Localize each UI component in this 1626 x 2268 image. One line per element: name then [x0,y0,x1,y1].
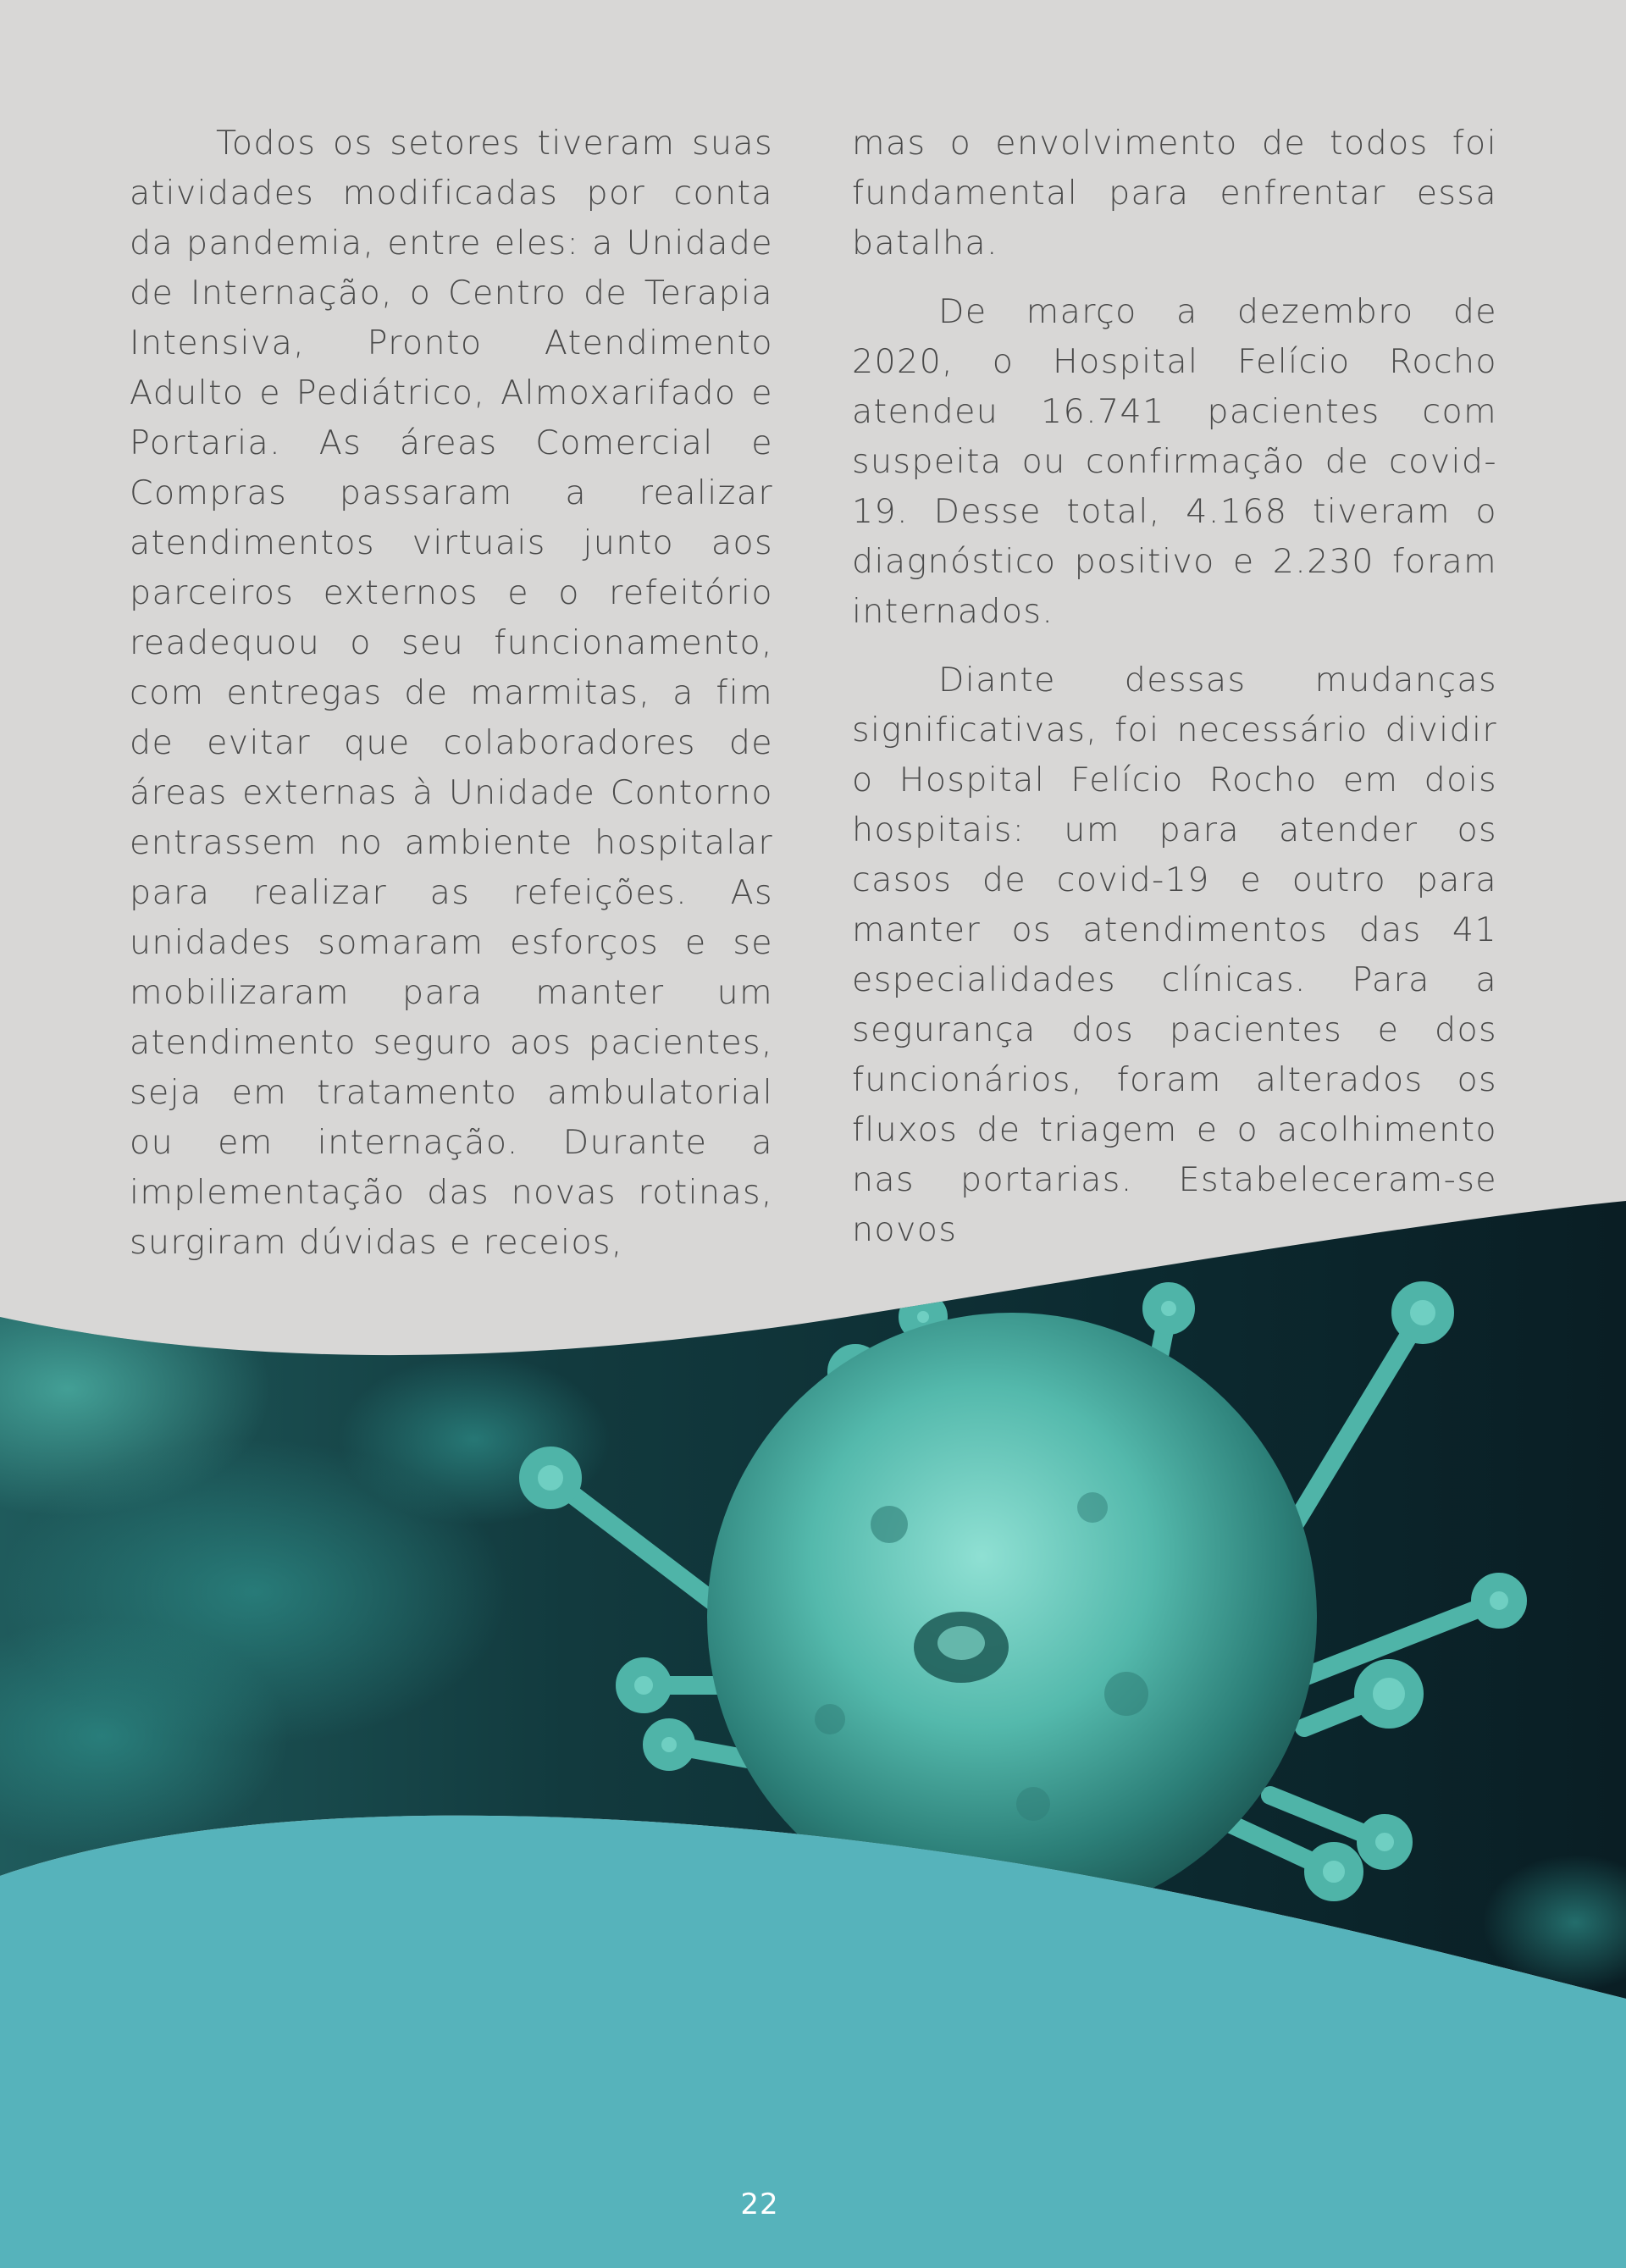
paragraph: mas o envolvimento de todos foi fundamental para enfrentar essa batalha. [852,124,1497,263]
virus-body [707,1313,1317,1922]
paragraph: Diante dessas mudanças significativas, foi necessário dividir o Hospital Felício Rocho em dois hospitais: um para atender os casos de covid-19 e outro para manter os atendimentos das 41 especialidades clínicas. Para a segurança dos pacientes e dos funcionários, foram alterados os fluxos de triagem e o acolhimento nas portarias. Estabeleceram-se novos [852,661,1497,1249]
page-number: 22 [740,2188,779,2221]
paragraph: Todos os setores tiveram suas atividades modificadas por conta da pandemia, entre eles: a Unidade de Internação, o Centro de Terapia Intensiva, Pronto Atendimento Adulto e Pediátrico, Almoxarifado e Portaria. As áreas Comercial e Compras passaram a realizar atendimentos virtuais junto aos parceiros externos e o refeitório readequou o seu funcionamento, com entregas de marmitas, a fim de evitar que colaboradores de áreas externas à Unidade Contorno entrassem no ambiente hospitalar para realizar as refeições. As unidades somaram esforços e se mobilizaram para manter um atendimento seguro aos pacientes, seja em tratamento ambulatorial ou em internação. Durante a implementação das novas rotinas, surgiram dúvidas e receios, [130,124,773,1262]
paragraph: De março a dezembro de 2020, o Hospital Felício Rocho atendeu 16.741 pacientes com suspeita ou confirmação de covid-19. Desse total, 4.168 tiveram o diagnóstico positivo e 2.230 foram internados. [852,292,1497,631]
